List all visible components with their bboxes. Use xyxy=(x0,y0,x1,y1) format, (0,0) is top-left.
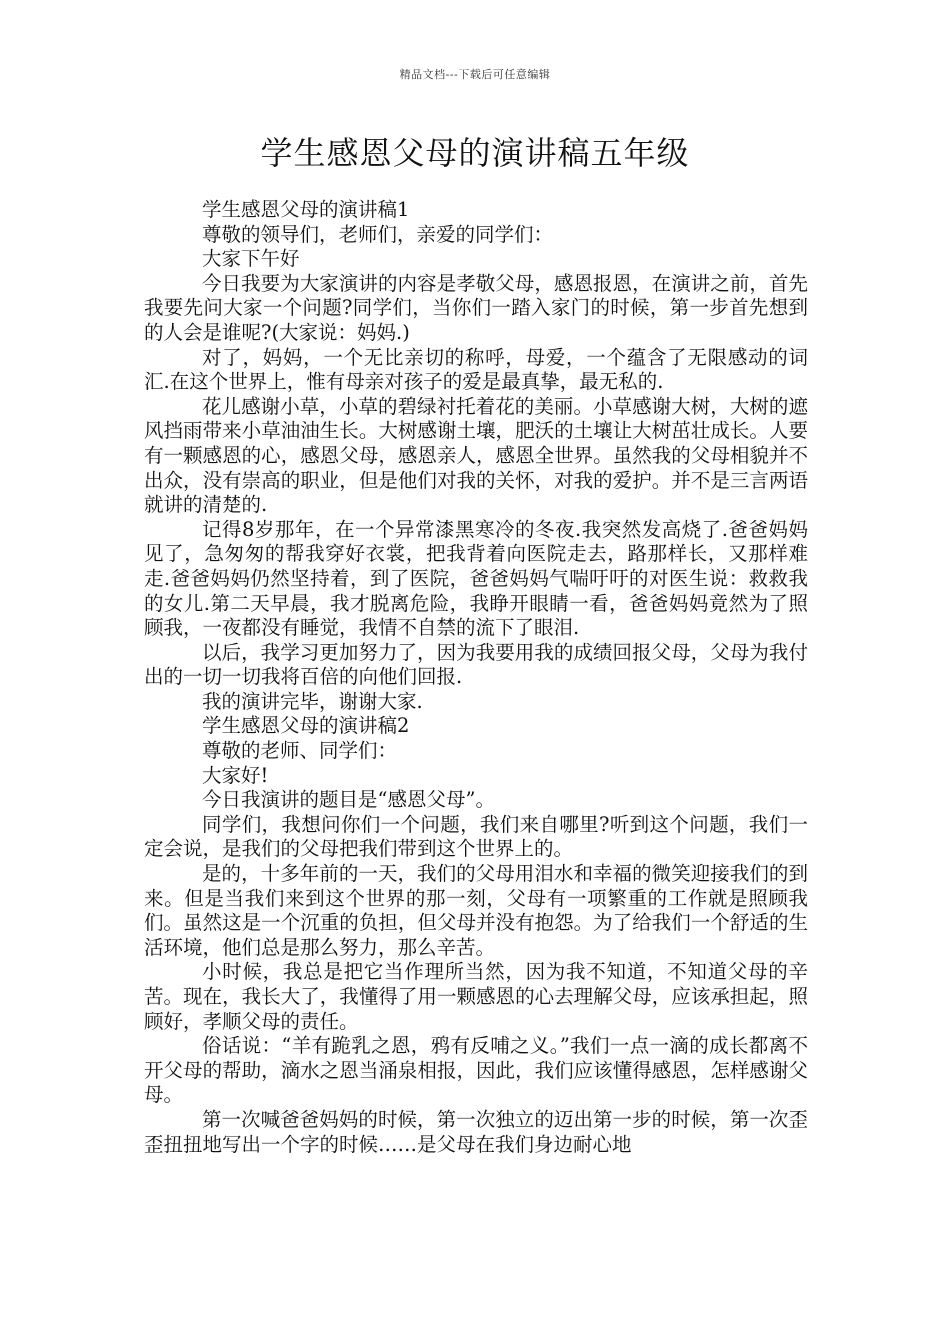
paragraph: 同学们，我想问你们一个问题，我们来自哪里?听到这个问题，我们一定会说，是我们的父母把我们带到这个世界上的。 xyxy=(144,812,808,861)
paragraph: 大家下午好 xyxy=(202,247,300,271)
paragraph: 今日我演讲的题目是“感恩父母”。 xyxy=(202,788,495,812)
paragraph: 花儿感谢小草，小草的碧绿衬托着花的美丽。小草感谢大树，大树的遮风挡雨带来小草油油生长。大树感谢土壤，肥沃的土壤让大树茁壮成长。人要有一颗感恩的心，感恩父母，感恩亲人，感恩全世界。虽然我的父母相貌并不出众，没有崇高的职业，但是他们对我的关怀，对我的爱护。并不是三言两语就讲的清楚的. xyxy=(144,394,808,517)
paragraph: 俗话说：“羊有跪乳之恩，鸦有反哺之义。”我们一点一滴的成长都离不开父母的帮助，滴水之恩当涌泉相报，因此，我们应该懂得感恩，怎样感谢父母。 xyxy=(144,1034,808,1107)
paragraph: 是的，十多年前的一天，我们的父母用泪水和幸福的微笑迎接我们的到来。但是当我们来到这个世界的那一刻，父母有一项繁重的工作就是照顾我们。虽然这是一个沉重的负担，但父母并没有抱怨。为了给我们一个舒适的生活环境，他们总是那么努力，那么辛苦。 xyxy=(144,862,808,959)
document-title: 学生感恩父母的演讲稿五年级 xyxy=(260,134,690,172)
header-note: 精品文档---下载后可任意编辑 xyxy=(399,68,551,81)
paragraph: 记得8岁那年，在一个异常漆黑寒冷的冬夜.我突然发高烧了.爸爸妈妈见了，急匆匆的帮我穿好衣裳，把我背着向医院走去，路那样长，又那样难走.爸爸妈妈仍然坚持着，到了医院，爸爸妈妈气喘吁吁的对医生说：救救我的女儿.第二天早晨，我才脱离危险，我睁开眼睛一看，爸爸妈妈竟然为了照顾我，一夜都没有睡觉，我情不自禁的流下了眼泪. xyxy=(144,517,808,640)
paragraph: 学生感恩父母的演讲稿1 xyxy=(202,198,410,221)
paragraph: 大家好! xyxy=(202,763,269,787)
paragraph: 以后，我学习更加努力了，因为我要用我的成绩回报父母，父母为我付出的一切一切我将百倍的向他们回报. xyxy=(144,640,808,689)
paragraph: 对了，妈妈，一个无比亲切的称呼，母爱，一个蕴含了无限感动的词汇.在这个世界上，惟有母亲对孩子的爱是最真挚，最无私的. xyxy=(144,345,808,394)
paragraph: 第一次喊爸爸妈妈的时候，第一次独立的迈出第一步的时候，第一次歪歪扭扭地写出一个字的时候……是父母在我们身边耐心地 xyxy=(144,1107,808,1156)
paragraph: 小时候，我总是把它当作理所当然，因为我不知道，不知道父母的辛苦。现在，我长大了，我懂得了用一颗感恩的心去理解父母，应该承担起，照顾好，孝顺父母的责任。 xyxy=(144,960,808,1033)
paragraph: 我的演讲完毕，谢谢大家. xyxy=(202,689,423,713)
document-body xyxy=(144,198,808,1157)
paragraph: 尊敬的领导们，老师们，亲爱的同学们： xyxy=(202,222,554,246)
paragraph: 今日我要为大家演讲的内容是孝敬父母，感恩报恩，在演讲之前，首先我要先问大家一个问题?同学们，当你们一踏入家门的时候，第一步首先想到的人会是谁呢?(大家说：妈妈.) xyxy=(144,271,808,344)
paragraph: 学生感恩父母的演讲稿2 xyxy=(202,714,410,738)
paragraph: 尊敬的老师、同学们： xyxy=(202,739,398,763)
